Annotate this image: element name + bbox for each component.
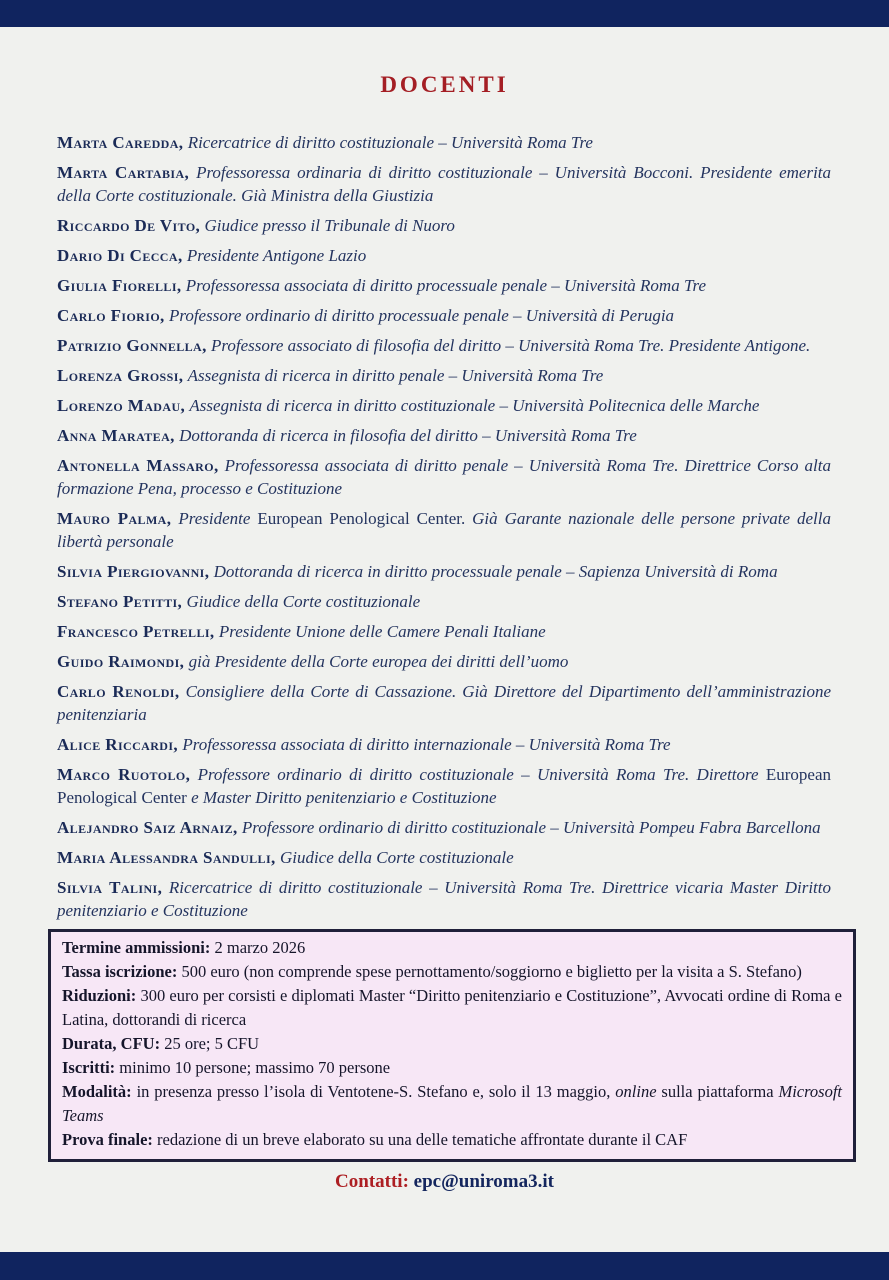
info-box-label: Iscritti: xyxy=(62,1058,116,1077)
info-box-value-part: 25 ore; 5 CFU xyxy=(164,1034,260,1053)
info-box-value-part: sulla piattaforma xyxy=(656,1082,779,1101)
faculty-name: Francesco Petrelli, xyxy=(57,622,215,641)
faculty-role-part: Professore associato di filosofia del diritto – Università Roma Tre. Presidente Antigone. xyxy=(211,336,811,355)
bottom-band xyxy=(0,1252,889,1280)
faculty-role-part: Professoressa associata di diritto penale – Università Roma Tre. Direttrice Corso alta formazione Pena, processo e Costituzione xyxy=(57,456,831,498)
faculty-role-part: Professoressa associata di diritto processuale penale – Università Roma Tre xyxy=(185,276,706,295)
faculty-entry xyxy=(57,244,831,267)
faculty-entry xyxy=(57,424,831,447)
faculty-role-part: Professoressa ordinaria di diritto costituzionale – Università Bocconi. Presidente emerita della Corte costituzionale. Già Ministra della Giustizia xyxy=(57,163,832,205)
info-box-label: Riduzioni: xyxy=(62,986,137,1005)
faculty-role-part: Giudice presso il Tribunale di Nuoro xyxy=(204,216,455,235)
faculty-name: Mauro Palma, xyxy=(57,509,172,528)
faculty-entry xyxy=(57,876,831,922)
info-box-line xyxy=(62,936,842,960)
contact-label: Contatti: xyxy=(335,1171,409,1192)
faculty-role-part: Professore ordinario di diritto costituzionale – Università Roma Tre. Direttore xyxy=(197,765,766,784)
top-band xyxy=(0,0,889,27)
faculty-role-part: Giudice della Corte costituzionale xyxy=(186,592,421,611)
faculty-role-part: e Master Diritto penitenziario e Costituzione xyxy=(186,788,497,807)
faculty-role-part: Ricercatrice di diritto costituzionale – Università Roma Tre. Direttrice vicaria Master Diritto penitenziario e Costituzione xyxy=(57,878,831,920)
faculty-role-part: Professore ordinario di diritto costituzionale – Università Pompeu Fabra Barcellona xyxy=(241,818,821,837)
faculty-name: Lorenza Grossi, xyxy=(57,366,184,385)
faculty-role-part: Dottoranda di ricerca in filosofia del diritto – Università Roma Tre xyxy=(179,426,637,445)
info-box-line xyxy=(62,1128,842,1152)
info-box xyxy=(48,929,856,1162)
info-box-value-part: 300 euro per corsisti e diplomati Master “Diritto penitenziario e Costituzione”, Avvocati ordine di Roma e Latina, dottorandi di ricerca xyxy=(62,986,843,1029)
info-box-value-part: 2 marzo 2026 xyxy=(214,938,306,957)
info-box-line xyxy=(62,1032,842,1056)
faculty-role-part: Professore ordinario di diritto processuale penale – Università di Perugia xyxy=(168,306,675,325)
faculty-role-part: Giudice della Corte costituzionale xyxy=(279,848,514,867)
faculty-name: Alejandro Saiz Arnaiz, xyxy=(57,818,238,837)
faculty-name: Carlo Fiorio, xyxy=(57,306,165,325)
faculty-entry xyxy=(57,274,831,297)
faculty-entry xyxy=(57,733,831,756)
faculty-role-part: già Presidente della Corte europea dei diritti dell’uomo xyxy=(188,652,569,671)
info-box-label: Modalità: xyxy=(62,1082,132,1101)
faculty-role-part: Presidente xyxy=(178,509,258,528)
info-box-line xyxy=(62,1056,842,1080)
info-box-value-part: in presenza presso l’isola di Ventotene-S. Stefano e, solo il 13 maggio, xyxy=(136,1082,616,1101)
faculty-role-part: Consigliere della Corte di Cassazione. Già Direttore del Dipartimento dell’amministrazione penitenziaria xyxy=(57,682,831,724)
faculty-entry xyxy=(57,334,831,357)
faculty-name: Patrizio Gonnella, xyxy=(57,336,207,355)
faculty-name: Marta Cartabia, xyxy=(57,163,190,182)
faculty-name: Lorenzo Madau, xyxy=(57,396,186,415)
faculty-name: Carlo Renoldi, xyxy=(57,682,180,701)
info-box-value-part: minimo 10 persone; massimo 70 persone xyxy=(119,1058,391,1077)
info-box-value-part: Microsoft Teams xyxy=(62,1082,843,1125)
faculty-role-part: Assegnista di ricerca in diritto costituzionale – Università Politecnica delle Marche xyxy=(189,396,760,415)
page-title: DOCENTI xyxy=(380,72,509,97)
faculty-role-part: European Penological Center. xyxy=(257,509,473,528)
content xyxy=(0,27,889,1193)
faculty-role-part: European Penological Center xyxy=(57,765,831,807)
info-box-label: Tassa iscrizione: xyxy=(62,962,178,981)
info-box-line xyxy=(62,960,842,984)
faculty-entry xyxy=(57,394,831,417)
faculty-name: Silvia Talini, xyxy=(57,878,163,897)
faculty-name: Dario Di Cecca, xyxy=(57,246,183,265)
faculty-name: Marco Ruotolo, xyxy=(57,765,191,784)
info-box-line xyxy=(62,984,842,1032)
info-box-value-part: 500 euro (non comprende spese pernottamento/soggiorno e biglietto per la visita a S. Stefano) xyxy=(181,962,802,981)
faculty-entry xyxy=(57,590,831,613)
faculty-entry xyxy=(57,846,831,869)
faculty-name: Riccardo De Vito, xyxy=(57,216,201,235)
contact-email[interactable]: epc@uniroma3.it xyxy=(413,1171,554,1192)
faculty-entry xyxy=(57,763,831,809)
faculty-name: Maria Alessandra Sandulli, xyxy=(57,848,276,867)
faculty-entry xyxy=(57,507,831,553)
faculty-list xyxy=(57,131,831,922)
faculty-entry xyxy=(57,816,831,839)
faculty-entry xyxy=(57,454,831,500)
faculty-role-part: Dottoranda di ricerca in diritto processuale penale – Sapienza Università di Roma xyxy=(213,562,778,581)
faculty-entry xyxy=(57,214,831,237)
info-box-label: Prova finale: xyxy=(62,1130,153,1149)
faculty-role-part: Presidente Antigone Lazio xyxy=(186,246,367,265)
faculty-name: Anna Maratea, xyxy=(57,426,175,445)
faculty-entry xyxy=(57,161,831,207)
faculty-entry xyxy=(57,620,831,643)
faculty-role-part: Presidente Unione delle Camere Penali Italiane xyxy=(218,622,546,641)
faculty-entry xyxy=(57,364,831,387)
faculty-name: Alice Riccardi, xyxy=(57,735,179,754)
faculty-name: Antonella Massaro, xyxy=(57,456,219,475)
faculty-name: Marta Caredda, xyxy=(57,133,184,152)
faculty-role-part: Ricercatrice di diritto costituzionale – Università Roma Tre xyxy=(187,133,593,152)
info-box-label: Durata, CFU: xyxy=(62,1034,161,1053)
faculty-name: Guido Raimondi, xyxy=(57,652,185,671)
faculty-name: Stefano Petitti, xyxy=(57,592,183,611)
faculty-entry xyxy=(57,560,831,583)
info-box-value-part: redazione di un breve elaborato su una delle tematiche affrontate durante il CAF xyxy=(157,1130,688,1149)
faculty-role-part: Già Garante nazionale delle persone private della libertà personale xyxy=(57,509,831,551)
faculty-entry xyxy=(57,131,831,154)
info-box-label: Termine ammissioni: xyxy=(62,938,211,957)
info-box-value-part: online xyxy=(615,1082,657,1101)
faculty-role-part: Professoressa associata di diritto internazionale – Università Roma Tre xyxy=(182,735,671,754)
faculty-role-part: Assegnista di ricerca in diritto penale – Università Roma Tre xyxy=(187,366,604,385)
info-box-line xyxy=(62,1080,842,1128)
faculty-name: Giulia Fiorelli, xyxy=(57,276,182,295)
faculty-entry xyxy=(57,650,831,673)
faculty-name: Silvia Piergiovanni, xyxy=(57,562,210,581)
faculty-entry xyxy=(57,304,831,327)
faculty-entry xyxy=(57,680,831,726)
contact-line xyxy=(48,1171,841,1193)
